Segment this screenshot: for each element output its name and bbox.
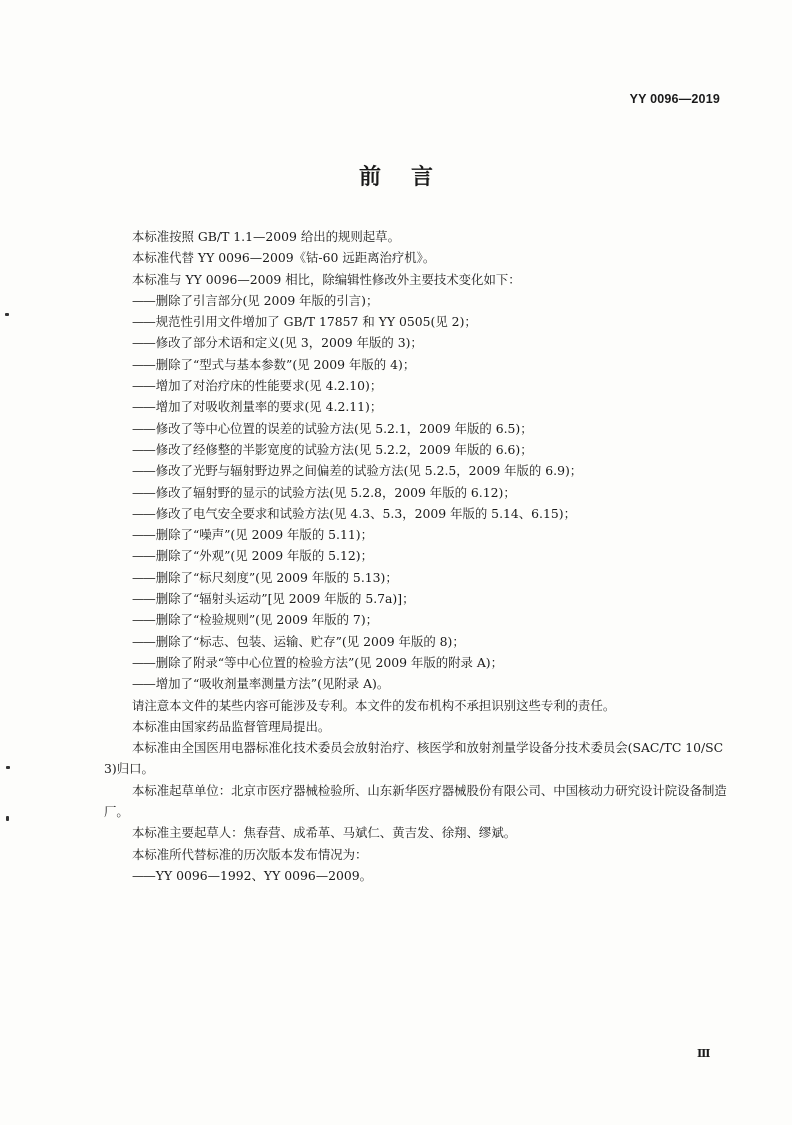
change-text: 删除了附录“等中心位置的检验方法”(见 2009 年版的附录 A)； (155, 654, 504, 670)
closing-paragraph: 本标准所代替标准的历次版本发布情况为： (132, 846, 368, 862)
dash-marker: —— (132, 548, 155, 564)
dash-marker: —— (132, 292, 155, 308)
dash-marker: —— (132, 612, 155, 628)
change-item (104, 503, 736, 524)
change-item (104, 588, 736, 609)
change-text: 删除了引言部分(见 2009 年版的引言)； (155, 292, 379, 308)
change-item (104, 673, 736, 694)
page-number: Ⅲ (697, 1047, 711, 1060)
change-item (104, 354, 736, 375)
dash-marker: —— (132, 441, 155, 457)
change-item (104, 418, 736, 439)
dash-marker: —— (132, 463, 155, 479)
dash-marker: —— (132, 335, 155, 351)
dash-marker: —— (132, 654, 155, 670)
change-text: 增加了对吸收剂量率的要求(见 4.2.11)； (155, 399, 383, 415)
change-item (104, 524, 736, 545)
change-text: 增加了“吸收剂量率测量方法”(见附录 A)。 (155, 676, 390, 692)
document-body (104, 226, 736, 886)
intro-paragraph: 本标准与 YY 0096—2009 相比，除编辑性修改外主要技术变化如下： (132, 271, 521, 287)
change-item (104, 631, 736, 652)
change-text: 删除了“辐射头运动”[见 2009 年版的 5.7a)]； (155, 591, 415, 607)
closing-paragraph: 本标准起草单位：北京市医疗器械检验所、山东新华医疗器械股份有限公司、中国核动力研究设计院设备制造厂。 (104, 782, 727, 820)
dash-marker: —— (132, 420, 155, 436)
change-item (104, 482, 736, 503)
change-text: 修改了等中心位置的误差的试验方法(见 5.2.1，2009 年版的 6.5)； (155, 420, 533, 436)
closing-paragraph: 本标准由国家药品监督管理局提出。 (132, 718, 331, 734)
dash-marker: —— (132, 399, 155, 415)
intro-paragraph: 本标准按照 GB/T 1.1—2009 给出的规则起草。 (132, 229, 400, 244)
change-text: 规范性引用文件增加了 GB/T 17857 和 YY 0505(见 2)； (155, 314, 477, 330)
change-item (104, 290, 736, 311)
standard-code: YY 0096—2019 (629, 92, 720, 106)
scan-mark (6, 766, 10, 769)
change-text: 修改了辐射野的显示的试验方法(见 5.2.8，2009 年版的 6.12)； (155, 484, 516, 500)
change-item (104, 396, 736, 417)
change-text: 删除了“噪声”(见 2009 年版的 5.11)； (155, 527, 373, 543)
change-item (104, 439, 736, 460)
change-item (104, 567, 736, 588)
change-text: 删除了“标志、包装、运输、贮存”(见 2009 年版的 8)； (155, 633, 465, 649)
dash-marker: —— (132, 676, 155, 692)
dash-marker: —— (132, 527, 155, 543)
page-title: 前言 (358, 165, 463, 190)
change-text: 修改了部分术语和定义(见 3，2009 年版的 3)； (155, 335, 423, 351)
scan-mark (6, 816, 9, 821)
change-text: 增加了对治疗床的性能要求(见 4.2.10)； (155, 378, 383, 394)
change-item (104, 545, 736, 566)
dash-marker: —— (132, 633, 155, 649)
change-text: 修改了电气安全要求和试验方法(见 4.3、5.3，2009 年版的 5.14、6.15)； (155, 505, 576, 521)
change-item (104, 332, 736, 353)
change-item (104, 652, 736, 673)
closing-paragraph: 本标准主要起草人：焦春营、成希革、马斌仁、黄吉发、徐翔、缪斌。 (132, 825, 517, 841)
change-item (104, 609, 736, 630)
change-text: 删除了“检验规则”(见 2009 年版的 7)； (155, 612, 379, 628)
dash-marker: —— (132, 314, 155, 330)
change-text: 删除了“型式与基本参数”(见 2009 年版的 4)； (155, 356, 416, 372)
closing-paragraph: 请注意本文件的某些内容可能涉及专利。本文件的发布机构不承担识别这些专利的责任。 (132, 697, 616, 713)
scan-mark (5, 313, 9, 316)
dash-marker: —— (132, 569, 155, 585)
dash-marker: —— (132, 591, 155, 607)
dash-marker: —— (132, 378, 155, 394)
change-text: 修改了光野与辐射野边界之间偏差的试验方法(见 5.2.5，2009 年版的 6.9)； (155, 463, 583, 479)
change-item (104, 375, 736, 396)
change-text: 删除了“外观”(见 2009 年版的 5.12)； (155, 548, 373, 564)
intro-paragraph: 本标准代替 YY 0096—2009《钴-60 远距离治疗机》。 (132, 250, 436, 266)
dash-marker: —— (132, 356, 155, 372)
dash-marker: —— (132, 867, 155, 883)
dash-marker: —— (132, 505, 155, 521)
change-item (104, 311, 736, 332)
change-text: 修改了经修整的半影宽度的试验方法(见 5.2.2，2009 年版的 6.6)； (155, 441, 533, 457)
history-text: YY 0096—1992、YY 0096—2009。 (155, 867, 373, 883)
change-item (104, 460, 736, 481)
dash-marker: —— (132, 484, 155, 500)
closing-paragraph: 本标准由全国医用电器标准化技术委员会放射治疗、核医学和放射剂量学设备分技术委员会(SAC/TC 10/SC 3)归口。 (104, 740, 724, 777)
change-text: 删除了“标尺刻度”(见 2009 年版的 5.13)； (155, 569, 398, 585)
history-item (104, 865, 736, 886)
